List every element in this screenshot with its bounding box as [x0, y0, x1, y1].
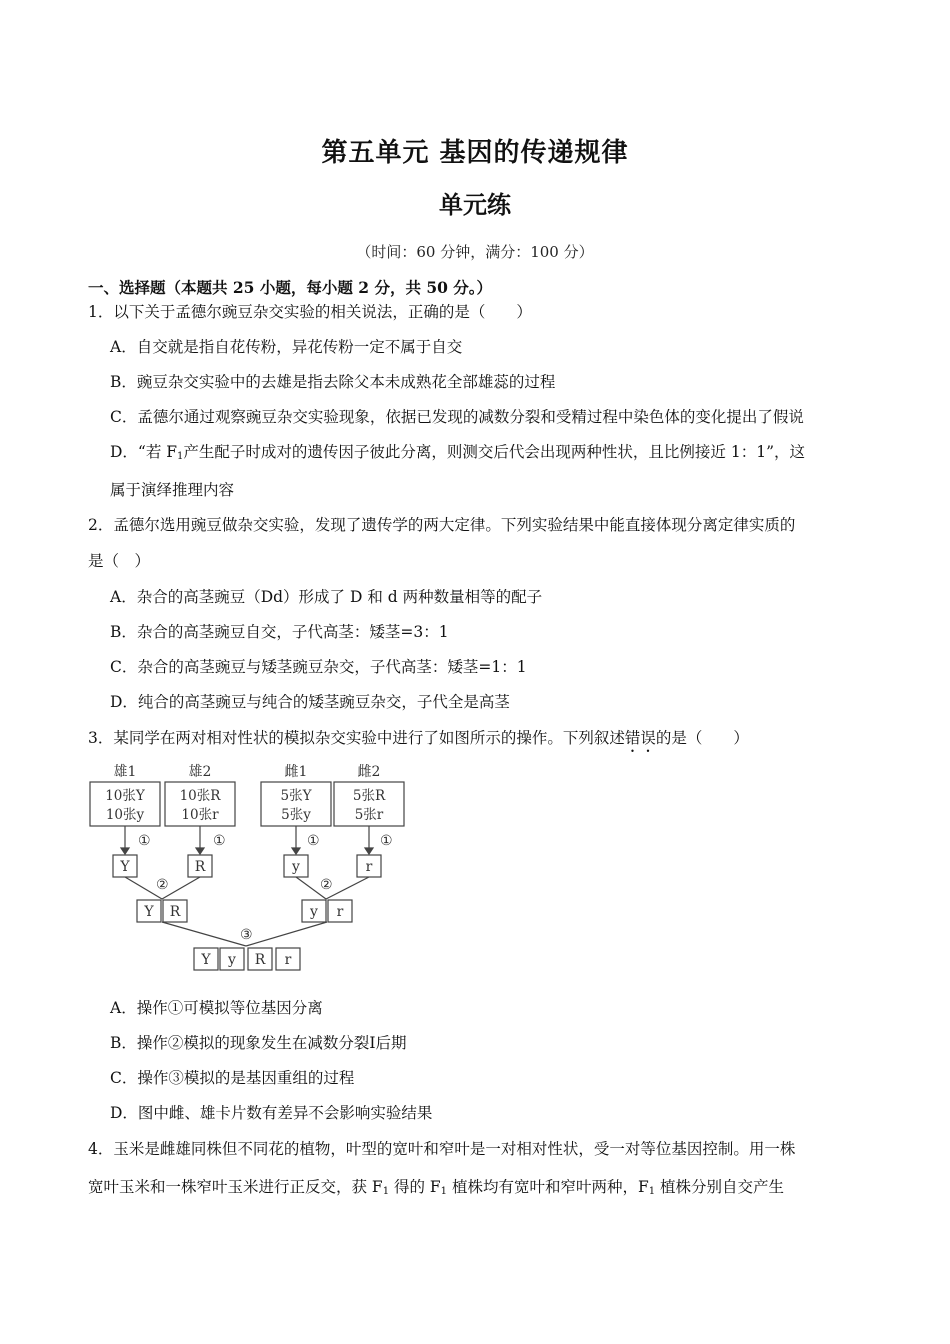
document-title: 第五单元 基因的传递规律: [321, 138, 629, 168]
pair-left-label: R: [169, 904, 181, 920]
step1-marker: ①: [380, 833, 393, 849]
card-drawn-label: R: [194, 859, 206, 875]
card-drawn-label: r: [365, 859, 373, 875]
box-female2-line2: 5张r: [354, 807, 384, 823]
box-female2-line1: 5张R: [352, 788, 386, 804]
final-card-label: Y: [201, 952, 211, 968]
box-female1-line1: 5张Y: [280, 788, 312, 804]
step1-marker: ①: [213, 833, 226, 849]
box-label-male2: 雄2: [188, 764, 212, 780]
question-3-option-d: D．图中雌、雄卡片数有差异不会影响实验结果: [110, 1104, 433, 1122]
step1-arrows: [121, 826, 373, 854]
box-male1-line2: 10张y: [105, 807, 145, 823]
box-label-male1: 雄1: [113, 764, 137, 780]
card-drawn-label: y: [292, 859, 300, 875]
step1-marker: ①: [138, 833, 151, 849]
card-drawn-label: Y: [120, 859, 130, 875]
emphasis-text: 错误: [624, 729, 656, 747]
final-card-label: y: [228, 952, 236, 968]
box-female1-line2: 5张y: [281, 807, 311, 823]
question-4-stem: 4．玉米是雌雄同株但不同花的植物，叶型的宽叶和窄叶是一对相对性状，受一对等位基因控制。用一株: [88, 1140, 796, 1158]
section-heading: 一、选择题（本题共 25 小题，每小题 2 分，共 50 分。）: [88, 278, 493, 297]
box-male2-line2: 10张r: [181, 807, 219, 823]
step2-marker: ②: [320, 877, 333, 893]
document-subtitle: 单元练: [439, 190, 511, 219]
question-2-stem: 2．孟德尔选用豌豆做杂交实验，发现了遗传学的两大定律。下列实验结果中能直接体现分离定律实质的: [88, 516, 796, 534]
question-3-option-b: B．操作②模拟的现象发生在减数分裂Ⅰ后期: [110, 1034, 407, 1052]
question-3-option-c: C．操作③模拟的是基因重组的过程: [110, 1069, 355, 1087]
pair-right-label: r: [336, 904, 344, 920]
step3-marker: ③: [240, 927, 253, 943]
question-2-option-c: C．杂合的高茎豌豆与矮茎豌豆杂交，子代高茎：矮茎=1：1: [110, 658, 527, 676]
step2-marker: ②: [156, 877, 169, 893]
simulation-diagram: [88, 758, 408, 978]
question-1-option-d-cont: 属于演绎推理内容: [110, 481, 235, 499]
question-2-option-b: B．杂合的高茎豌豆自交，子代高茎：矮茎=3：1: [110, 623, 449, 641]
step1-marker: ①: [307, 833, 320, 849]
question-1-option-a: A．自交就是指自花传粉，异花传粉一定不属于自交: [110, 338, 463, 356]
question-2-option-a: A．杂合的高茎豌豆（Dd）形成了 D 和 d 两种数量相等的配子: [110, 588, 543, 606]
question-3-stem: 3．某同学在两对相对性状的模拟杂交实验中进行了如图所示的操作。下列叙述错误的是（ ）: [88, 729, 749, 747]
question-4-stem-cont: 宽叶玉米和一株窄叶玉米进行正反交，获 $F_1$ 得的 $F_1$ 植株均有宽叶和窄叶两种，$F_1$ 植株分别自交产生: [88, 1178, 785, 1197]
pair-left-label: Y: [144, 904, 154, 920]
question-1-option-b: B．豌豆杂交实验中的去雄是指去除父本未成熟花全部雄蕊的过程: [110, 373, 556, 391]
box-male1-line1: 10张Y: [105, 788, 145, 804]
final-card-label: r: [284, 952, 292, 968]
question-1-stem: 1．以下关于孟德尔豌豆杂交实验的相关说法，正确的是（ ）: [88, 303, 532, 321]
box-male2-line1: 10张R: [179, 788, 221, 804]
question-1-option-d: D．“若 $F_1$产生配子时成对的遗传因子彼此分离，则测交后代会出现两种性状，且比例接近 1：1”，这: [110, 443, 805, 462]
time-info: （时间：60 分钟，满分：100 分）: [356, 243, 594, 261]
question-2-option-d: D．纯合的高茎豌豆与纯合的矮茎豌豆杂交，子代全是高茎: [110, 693, 510, 711]
question-2-stem-cont: 是（ ）: [88, 552, 151, 570]
final-card-label: R: [254, 952, 266, 968]
pair-right-label: y: [310, 904, 318, 920]
box-label-female1: 雌1: [284, 764, 308, 780]
question-3-option-a: A．操作①可模拟等位基因分离: [110, 999, 323, 1017]
box-label-female2: 雌2: [357, 764, 381, 780]
question-1-option-c: C．孟德尔通过观察豌豆杂交实验现象，依据已发现的减数分裂和受精过程中染色体的变化提出了假说: [110, 408, 804, 426]
